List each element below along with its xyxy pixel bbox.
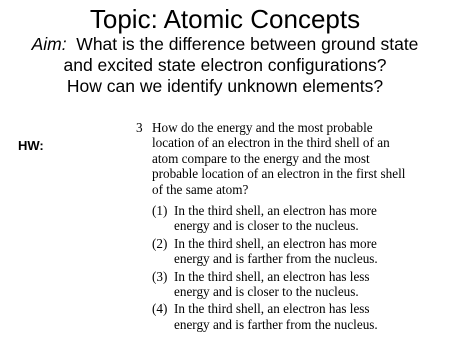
slide-title: Topic: Atomic Concepts [89, 4, 361, 34]
answer-choice-3 [152, 269, 448, 300]
choice-line: In the third shell, an electron has more [174, 203, 377, 219]
aim-line-1 [0, 34, 450, 55]
choice-number: (4) [152, 301, 168, 317]
answer-choice-1 [152, 203, 448, 234]
aim-line-3: How can we identify unknown elements? [66, 76, 384, 96]
question-line: probable location of an electron in the first shell [152, 166, 406, 182]
question-number: 3 [136, 120, 143, 135]
aim-text-1: What is the difference between ground state [76, 34, 419, 54]
choice-line: In the third shell, an electron has less [174, 301, 370, 317]
question-line: How do the energy and the most probable [152, 120, 373, 135]
question-block [136, 120, 448, 334]
choice-line: energy and is farther from the nucleus. [174, 251, 378, 267]
slide-header [0, 4, 450, 97]
choice-line: energy and is farther from the nucleus. [174, 316, 378, 332]
choice-text [174, 236, 448, 267]
choice-line: energy and is closer to the nucleus. [174, 218, 359, 234]
choice-text [174, 203, 448, 234]
choice-line: energy and is closer to the nucleus. [174, 284, 359, 300]
answer-choice-2 [152, 236, 448, 267]
choice-number: (1) [152, 203, 168, 219]
choice-text [174, 269, 448, 300]
question-line: atom compare to the energy and the most [152, 150, 370, 166]
aim-label: Aim: [31, 34, 67, 54]
choice-line: In the third shell, an electron has more [174, 235, 377, 251]
choice-number: (3) [152, 268, 168, 284]
question-line: location of an electron in the third shell of an [152, 135, 390, 151]
choice-number: (2) [152, 235, 168, 251]
answer-choices [152, 203, 448, 332]
question-line: of the same atom? [152, 181, 249, 197]
choice-text [174, 301, 448, 332]
homework-label: HW: [18, 138, 44, 153]
aim-line-2: and excited state electron configurations? [63, 55, 387, 75]
choice-line: In the third shell, an electron has less [174, 268, 370, 284]
question-stem [152, 120, 448, 332]
answer-choice-4 [152, 301, 448, 332]
